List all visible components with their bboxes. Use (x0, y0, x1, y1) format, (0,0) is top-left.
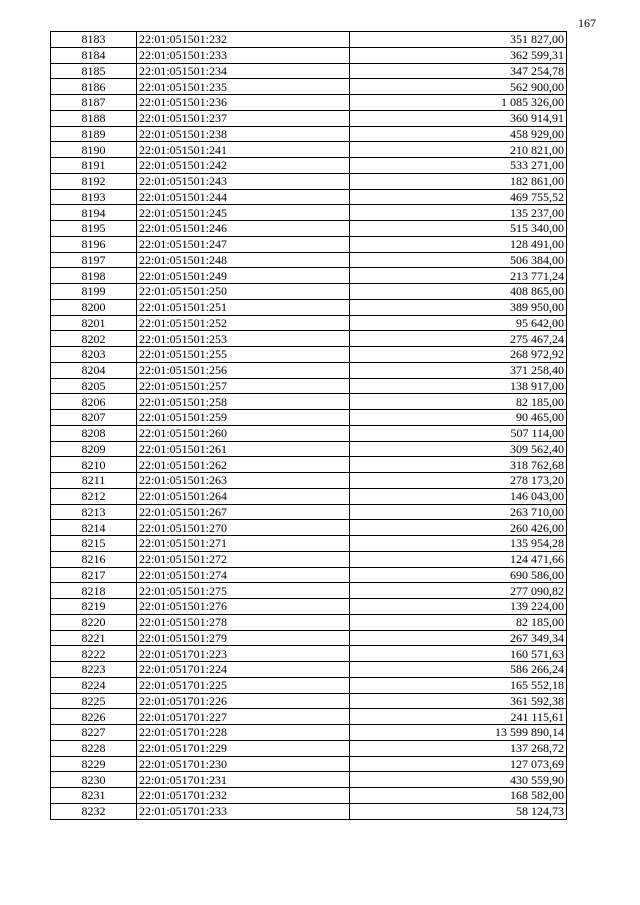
row-number-cell: 8188 (51, 110, 137, 126)
table-row (51, 268, 567, 284)
cadastral-number-cell: 22:01:051501:232 (137, 32, 350, 48)
cadastral-value-cell: 690 586,00 (350, 567, 567, 583)
cadastral-value-cell: 165 552,18 (350, 677, 567, 693)
cadastral-value-cell: 213 771,24 (350, 268, 567, 284)
row-number-cell: 8207 (51, 410, 137, 426)
row-number-cell: 8227 (51, 725, 137, 741)
row-number-cell: 8201 (51, 315, 137, 331)
row-number-cell: 8217 (51, 567, 137, 583)
cadastral-value-cell: 389 950,00 (350, 299, 567, 315)
cadastral-value-cell: 135 237,00 (350, 205, 567, 221)
table-row (51, 646, 567, 662)
table-row (51, 756, 567, 772)
table-row (51, 551, 567, 567)
cadastral-value-cell: 182 861,00 (350, 173, 567, 189)
table-row (51, 488, 567, 504)
table-row (51, 189, 567, 205)
table-row (51, 630, 567, 646)
cadastral-value-cell: 275 467,24 (350, 331, 567, 347)
cadastral-value-cell: 268 972,92 (350, 347, 567, 363)
cadastral-value-cell: 267 349,34 (350, 630, 567, 646)
table-row (51, 173, 567, 189)
table-row (51, 110, 567, 126)
table-row (51, 299, 567, 315)
row-number-cell: 8218 (51, 583, 137, 599)
cadastral-number-cell: 22:01:051501:251 (137, 299, 350, 315)
row-number-cell: 8224 (51, 677, 137, 693)
cadastral-number-cell: 22:01:051501:245 (137, 205, 350, 221)
table-row (51, 583, 567, 599)
table-row (51, 536, 567, 552)
cadastral-number-cell: 22:01:051501:259 (137, 410, 350, 426)
table-row (51, 803, 567, 819)
cadastral-value-cell: 260 426,00 (350, 520, 567, 536)
row-number-cell: 8190 (51, 142, 137, 158)
row-number-cell: 8185 (51, 63, 137, 79)
row-number-cell: 8228 (51, 740, 137, 756)
cadastral-value-cell: 351 827,00 (350, 32, 567, 48)
cadastral-value-cell: 137 268,72 (350, 740, 567, 756)
row-number-cell: 8196 (51, 236, 137, 252)
page-number: 167 (578, 16, 596, 30)
table-row (51, 772, 567, 788)
row-number-cell: 8213 (51, 504, 137, 520)
cadastral-value-cell: 277 090,82 (350, 583, 567, 599)
cadastral-value-cell: 562 900,00 (350, 79, 567, 95)
row-number-cell: 8205 (51, 378, 137, 394)
table-row (51, 473, 567, 489)
cadastral-number-cell: 22:01:051501:253 (137, 331, 350, 347)
cadastral-number-cell: 22:01:051501:279 (137, 630, 350, 646)
cadastral-number-cell: 22:01:051501:235 (137, 79, 350, 95)
cadastral-number-cell: 22:01:051501:275 (137, 583, 350, 599)
row-number-cell: 8230 (51, 772, 137, 788)
cadastral-value-cell: 138 917,00 (350, 378, 567, 394)
cadastral-value-cell: 241 115,61 (350, 709, 567, 725)
cadastral-number-cell: 22:01:051701:229 (137, 740, 350, 756)
cadastral-value-cell: 361 592,38 (350, 693, 567, 709)
cadastral-number-cell: 22:01:051501:252 (137, 315, 350, 331)
cadastral-number-cell: 22:01:051501:278 (137, 614, 350, 630)
row-number-cell: 8216 (51, 551, 137, 567)
cadastral-number-cell: 22:01:051501:249 (137, 268, 350, 284)
cadastral-number-cell: 22:01:051501:274 (137, 567, 350, 583)
table-row (51, 378, 567, 394)
row-number-cell: 8202 (51, 331, 137, 347)
cadastral-number-cell: 22:01:051501:267 (137, 504, 350, 520)
row-number-cell: 8200 (51, 299, 137, 315)
row-number-cell: 8215 (51, 536, 137, 552)
table-row (51, 457, 567, 473)
row-number-cell: 8184 (51, 47, 137, 63)
cadastral-value-cell: 1 085 326,00 (350, 95, 567, 111)
cadastral-value-cell: 458 929,00 (350, 126, 567, 142)
cadastral-value-cell: 318 762,68 (350, 457, 567, 473)
cadastral-number-cell: 22:01:051701:224 (137, 662, 350, 678)
table-row (51, 520, 567, 536)
cadastral-number-cell: 22:01:051501:256 (137, 362, 350, 378)
cadastral-number-cell: 22:01:051501:238 (137, 126, 350, 142)
row-number-cell: 8225 (51, 693, 137, 709)
table-row (51, 441, 567, 457)
row-number-cell: 8212 (51, 488, 137, 504)
table-row (51, 599, 567, 615)
cadastral-value-cell: 95 642,00 (350, 315, 567, 331)
cadastral-number-cell: 22:01:051701:225 (137, 677, 350, 693)
cadastral-value-table (50, 31, 567, 820)
cadastral-value-cell: 82 185,00 (350, 614, 567, 630)
cadastral-value-cell: 135 954,28 (350, 536, 567, 552)
cadastral-number-cell: 22:01:051701:223 (137, 646, 350, 662)
table-row (51, 394, 567, 410)
cadastral-number-cell: 22:01:051501:244 (137, 189, 350, 205)
cadastral-value-cell: 58 124,73 (350, 803, 567, 819)
cadastral-number-cell: 22:01:051701:230 (137, 756, 350, 772)
table-row (51, 347, 567, 363)
cadastral-value-cell: 263 710,00 (350, 504, 567, 520)
cadastral-number-cell: 22:01:051501:260 (137, 425, 350, 441)
table-row (51, 740, 567, 756)
cadastral-number-cell: 22:01:051501:262 (137, 457, 350, 473)
cadastral-number-cell: 22:01:051501:234 (137, 63, 350, 79)
table-row (51, 410, 567, 426)
cadastral-value-cell: 347 254,78 (350, 63, 567, 79)
table-row (51, 47, 567, 63)
cadastral-value-cell: 278 173,20 (350, 473, 567, 489)
cadastral-value-cell: 13 599 890,14 (350, 725, 567, 741)
row-number-cell: 8203 (51, 347, 137, 363)
cadastral-number-cell: 22:01:051501:247 (137, 236, 350, 252)
row-number-cell: 8204 (51, 362, 137, 378)
table-row (51, 504, 567, 520)
table-row (51, 725, 567, 741)
row-number-cell: 8189 (51, 126, 137, 142)
cadastral-value-cell: 533 271,00 (350, 158, 567, 174)
row-number-cell: 8195 (51, 221, 137, 237)
row-number-cell: 8209 (51, 441, 137, 457)
row-number-cell: 8186 (51, 79, 137, 95)
cadastral-value-cell: 128 491,00 (350, 236, 567, 252)
row-number-cell: 8183 (51, 32, 137, 48)
row-number-cell: 8214 (51, 520, 137, 536)
cadastral-value-cell: 309 562,40 (350, 441, 567, 457)
table-row (51, 693, 567, 709)
table-row (51, 709, 567, 725)
table-row (51, 677, 567, 693)
cadastral-number-cell: 22:01:051501:250 (137, 284, 350, 300)
cadastral-number-cell: 22:01:051501:248 (137, 252, 350, 268)
cadastral-value-cell: 139 224,00 (350, 599, 567, 615)
cadastral-number-cell: 22:01:051501:242 (137, 158, 350, 174)
table-row (51, 221, 567, 237)
row-number-cell: 8223 (51, 662, 137, 678)
cadastral-number-cell: 22:01:051701:228 (137, 725, 350, 741)
table-row (51, 205, 567, 221)
cadastral-number-cell: 22:01:051501:270 (137, 520, 350, 536)
cadastral-number-cell: 22:01:051701:232 (137, 788, 350, 804)
row-number-cell: 8208 (51, 425, 137, 441)
cadastral-value-cell: 430 559,90 (350, 772, 567, 788)
cadastral-value-cell: 507 114,00 (350, 425, 567, 441)
cadastral-number-cell: 22:01:051501:237 (137, 110, 350, 126)
row-number-cell: 8231 (51, 788, 137, 804)
table-row (51, 362, 567, 378)
cadastral-number-cell: 22:01:051501:255 (137, 347, 350, 363)
table-row (51, 284, 567, 300)
cadastral-value-cell: 371 258,40 (350, 362, 567, 378)
table-row (51, 32, 567, 48)
table-row (51, 567, 567, 583)
row-number-cell: 8210 (51, 457, 137, 473)
cadastral-value-cell: 408 865,00 (350, 284, 567, 300)
cadastral-number-cell: 22:01:051501:246 (137, 221, 350, 237)
cadastral-value-cell: 586 266,24 (350, 662, 567, 678)
row-number-cell: 8229 (51, 756, 137, 772)
table-row (51, 662, 567, 678)
cadastral-number-cell: 22:01:051501:258 (137, 394, 350, 410)
cadastral-value-cell: 160 571,63 (350, 646, 567, 662)
row-number-cell: 8206 (51, 394, 137, 410)
cadastral-number-cell: 22:01:051701:226 (137, 693, 350, 709)
cadastral-number-cell: 22:01:051501:276 (137, 599, 350, 615)
cadastral-value-cell: 515 340,00 (350, 221, 567, 237)
cadastral-number-cell: 22:01:051501:261 (137, 441, 350, 457)
cadastral-number-cell: 22:01:051501:233 (137, 47, 350, 63)
table-row (51, 158, 567, 174)
cadastral-number-cell: 22:01:051501:236 (137, 95, 350, 111)
row-number-cell: 8222 (51, 646, 137, 662)
table-row (51, 252, 567, 268)
row-number-cell: 8192 (51, 173, 137, 189)
table-row (51, 425, 567, 441)
row-number-cell: 8221 (51, 630, 137, 646)
table-row (51, 79, 567, 95)
cadastral-value-cell: 124 471,66 (350, 551, 567, 567)
row-number-cell: 8199 (51, 284, 137, 300)
cadastral-number-cell: 22:01:051701:227 (137, 709, 350, 725)
row-number-cell: 8211 (51, 473, 137, 489)
cadastral-value-cell: 127 073,69 (350, 756, 567, 772)
cadastral-value-cell: 210 821,00 (350, 142, 567, 158)
row-number-cell: 8219 (51, 599, 137, 615)
row-number-cell: 8197 (51, 252, 137, 268)
cadastral-number-cell: 22:01:051501:272 (137, 551, 350, 567)
table-row (51, 95, 567, 111)
cadastral-value-cell: 90 465,00 (350, 410, 567, 426)
table-row (51, 142, 567, 158)
cadastral-value-cell: 82 185,00 (350, 394, 567, 410)
row-number-cell: 8232 (51, 803, 137, 819)
cadastral-value-cell: 469 755,52 (350, 189, 567, 205)
cadastral-value-cell: 360 914,91 (350, 110, 567, 126)
cadastral-number-cell: 22:01:051501:263 (137, 473, 350, 489)
table-row (51, 236, 567, 252)
table-row (51, 788, 567, 804)
row-number-cell: 8187 (51, 95, 137, 111)
table-row (51, 331, 567, 347)
table-body (51, 32, 567, 820)
table-row (51, 63, 567, 79)
row-number-cell: 8198 (51, 268, 137, 284)
cadastral-number-cell: 22:01:051701:233 (137, 803, 350, 819)
cadastral-number-cell: 22:01:051501:271 (137, 536, 350, 552)
table-row (51, 614, 567, 630)
table-row (51, 315, 567, 331)
cadastral-number-cell: 22:01:051501:243 (137, 173, 350, 189)
cadastral-value-cell: 146 043,00 (350, 488, 567, 504)
cadastral-number-cell: 22:01:051501:241 (137, 142, 350, 158)
cadastral-value-cell: 506 384,00 (350, 252, 567, 268)
row-number-cell: 8220 (51, 614, 137, 630)
table-row (51, 126, 567, 142)
row-number-cell: 8191 (51, 158, 137, 174)
cadastral-number-cell: 22:01:051701:231 (137, 772, 350, 788)
cadastral-number-cell: 22:01:051501:257 (137, 378, 350, 394)
row-number-cell: 8194 (51, 205, 137, 221)
cadastral-number-cell: 22:01:051501:264 (137, 488, 350, 504)
row-number-cell: 8193 (51, 189, 137, 205)
row-number-cell: 8226 (51, 709, 137, 725)
cadastral-value-cell: 168 582,00 (350, 788, 567, 804)
cadastral-value-cell: 362 599,31 (350, 47, 567, 63)
